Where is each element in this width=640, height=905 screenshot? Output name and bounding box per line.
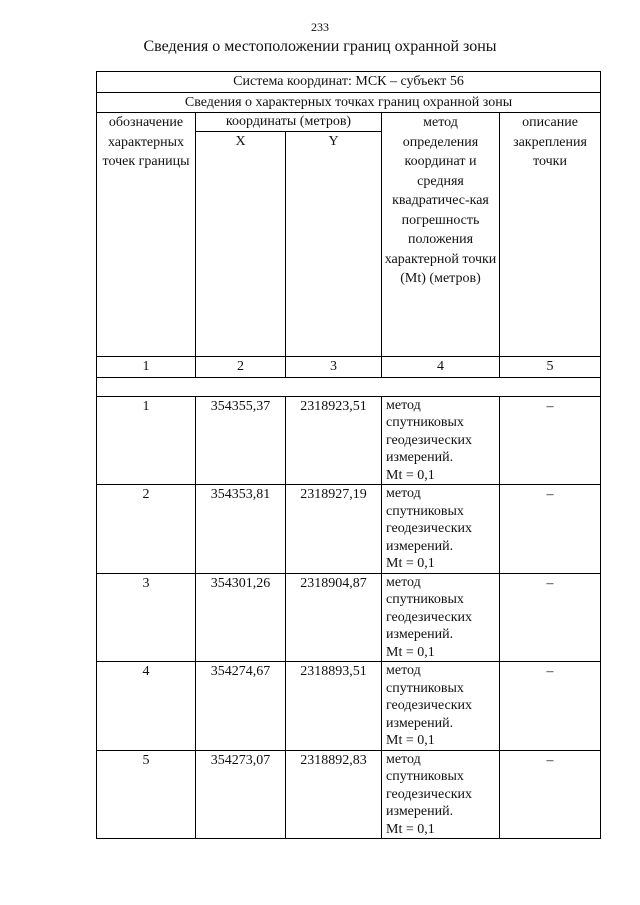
method-line: спутниковых bbox=[386, 769, 464, 784]
column-number: 2 bbox=[196, 357, 286, 378]
point-id: 4 bbox=[97, 662, 196, 751]
table-row bbox=[97, 396, 601, 485]
point-description: – bbox=[500, 750, 601, 839]
column-number: 5 bbox=[500, 357, 601, 378]
coord-y: 2318893,51 bbox=[286, 662, 382, 751]
method-cell bbox=[382, 573, 500, 662]
method-line: измерений. bbox=[386, 715, 454, 731]
table-row bbox=[97, 485, 601, 574]
header-point-designation: обозначение характерных точек границы bbox=[97, 113, 196, 357]
method-cell bbox=[382, 396, 500, 485]
method-line: метод bbox=[386, 486, 421, 501]
coord-x: 354301,26 bbox=[196, 573, 286, 662]
method-cell bbox=[382, 750, 500, 839]
method-line: измерений. bbox=[386, 804, 454, 819]
method-line: спутниковых bbox=[386, 592, 464, 607]
method-line: спутниковых bbox=[386, 680, 464, 696]
header-coordinates: координаты (метров) bbox=[196, 113, 382, 132]
method-line: геодезических bbox=[386, 521, 473, 536]
page-number: 233 bbox=[311, 20, 329, 34]
coord-y: 2318892,83 bbox=[286, 750, 382, 839]
coord-x: 354274,67 bbox=[196, 662, 286, 751]
header-y: Y bbox=[286, 132, 382, 357]
header-method: метод определения координат и средняя квадратичес-кая погрешность положения характерной точки (Mt) (метров) bbox=[382, 113, 500, 357]
table-row bbox=[97, 573, 601, 662]
method-line: метод bbox=[386, 663, 421, 678]
point-description: – bbox=[500, 485, 601, 574]
method-line: измерений. bbox=[386, 538, 454, 554]
point-id: 1 bbox=[97, 396, 196, 485]
method-line: Mt = 0,1 bbox=[386, 821, 435, 837]
table-row bbox=[97, 750, 601, 839]
column-number: 1 bbox=[97, 357, 196, 378]
method-line: метод bbox=[386, 574, 421, 590]
coord-x: 354355,37 bbox=[196, 396, 286, 485]
coord-x: 354353,81 bbox=[196, 485, 286, 574]
header-x: X bbox=[196, 132, 286, 357]
method-line: геодезических bbox=[386, 786, 473, 802]
coordinate-system-caption: Система координат: МСК – субъект 56 bbox=[97, 72, 601, 93]
method-line: спутниковых bbox=[386, 503, 464, 519]
point-description: – bbox=[500, 573, 601, 662]
coord-y: 2318923,51 bbox=[286, 396, 382, 485]
empty-separator-row bbox=[97, 377, 601, 396]
header-description: описание закрепления точки bbox=[500, 113, 601, 357]
method-line: Mt = 0,1 bbox=[386, 644, 435, 660]
page-title: Сведения о местоположении границ охранной зоны bbox=[143, 38, 497, 55]
point-description: – bbox=[500, 662, 601, 751]
point-id: 2 bbox=[97, 485, 196, 574]
method-line: спутниковых bbox=[386, 415, 464, 430]
method-line: Mt = 0,1 bbox=[386, 467, 435, 483]
boundary-points-table bbox=[96, 71, 601, 839]
method-cell bbox=[382, 485, 500, 574]
coord-x: 354273,07 bbox=[196, 750, 286, 839]
column-number: 3 bbox=[286, 357, 382, 378]
method-line: геодезических bbox=[386, 609, 473, 625]
method-line: измерений. bbox=[386, 627, 454, 642]
method-line: измерений. bbox=[386, 450, 454, 465]
coord-y: 2318904,87 bbox=[286, 573, 382, 662]
table-row bbox=[97, 662, 601, 751]
method-line: метод bbox=[386, 397, 421, 413]
column-number: 4 bbox=[382, 357, 500, 378]
coord-y: 2318927,19 bbox=[286, 485, 382, 574]
method-line: метод bbox=[386, 751, 421, 767]
method-line: геодезических bbox=[386, 432, 473, 448]
column-number-row bbox=[97, 357, 601, 378]
point-id: 5 bbox=[97, 750, 196, 839]
method-line: Mt = 0,1 bbox=[386, 556, 435, 571]
point-description: – bbox=[500, 396, 601, 485]
method-line: Mt = 0,1 bbox=[386, 733, 435, 748]
method-line: геодезических bbox=[386, 698, 473, 713]
point-id: 3 bbox=[97, 573, 196, 662]
table-subtitle: Сведения о характерных точках границ охранной зоны bbox=[97, 92, 601, 113]
method-cell bbox=[382, 662, 500, 751]
